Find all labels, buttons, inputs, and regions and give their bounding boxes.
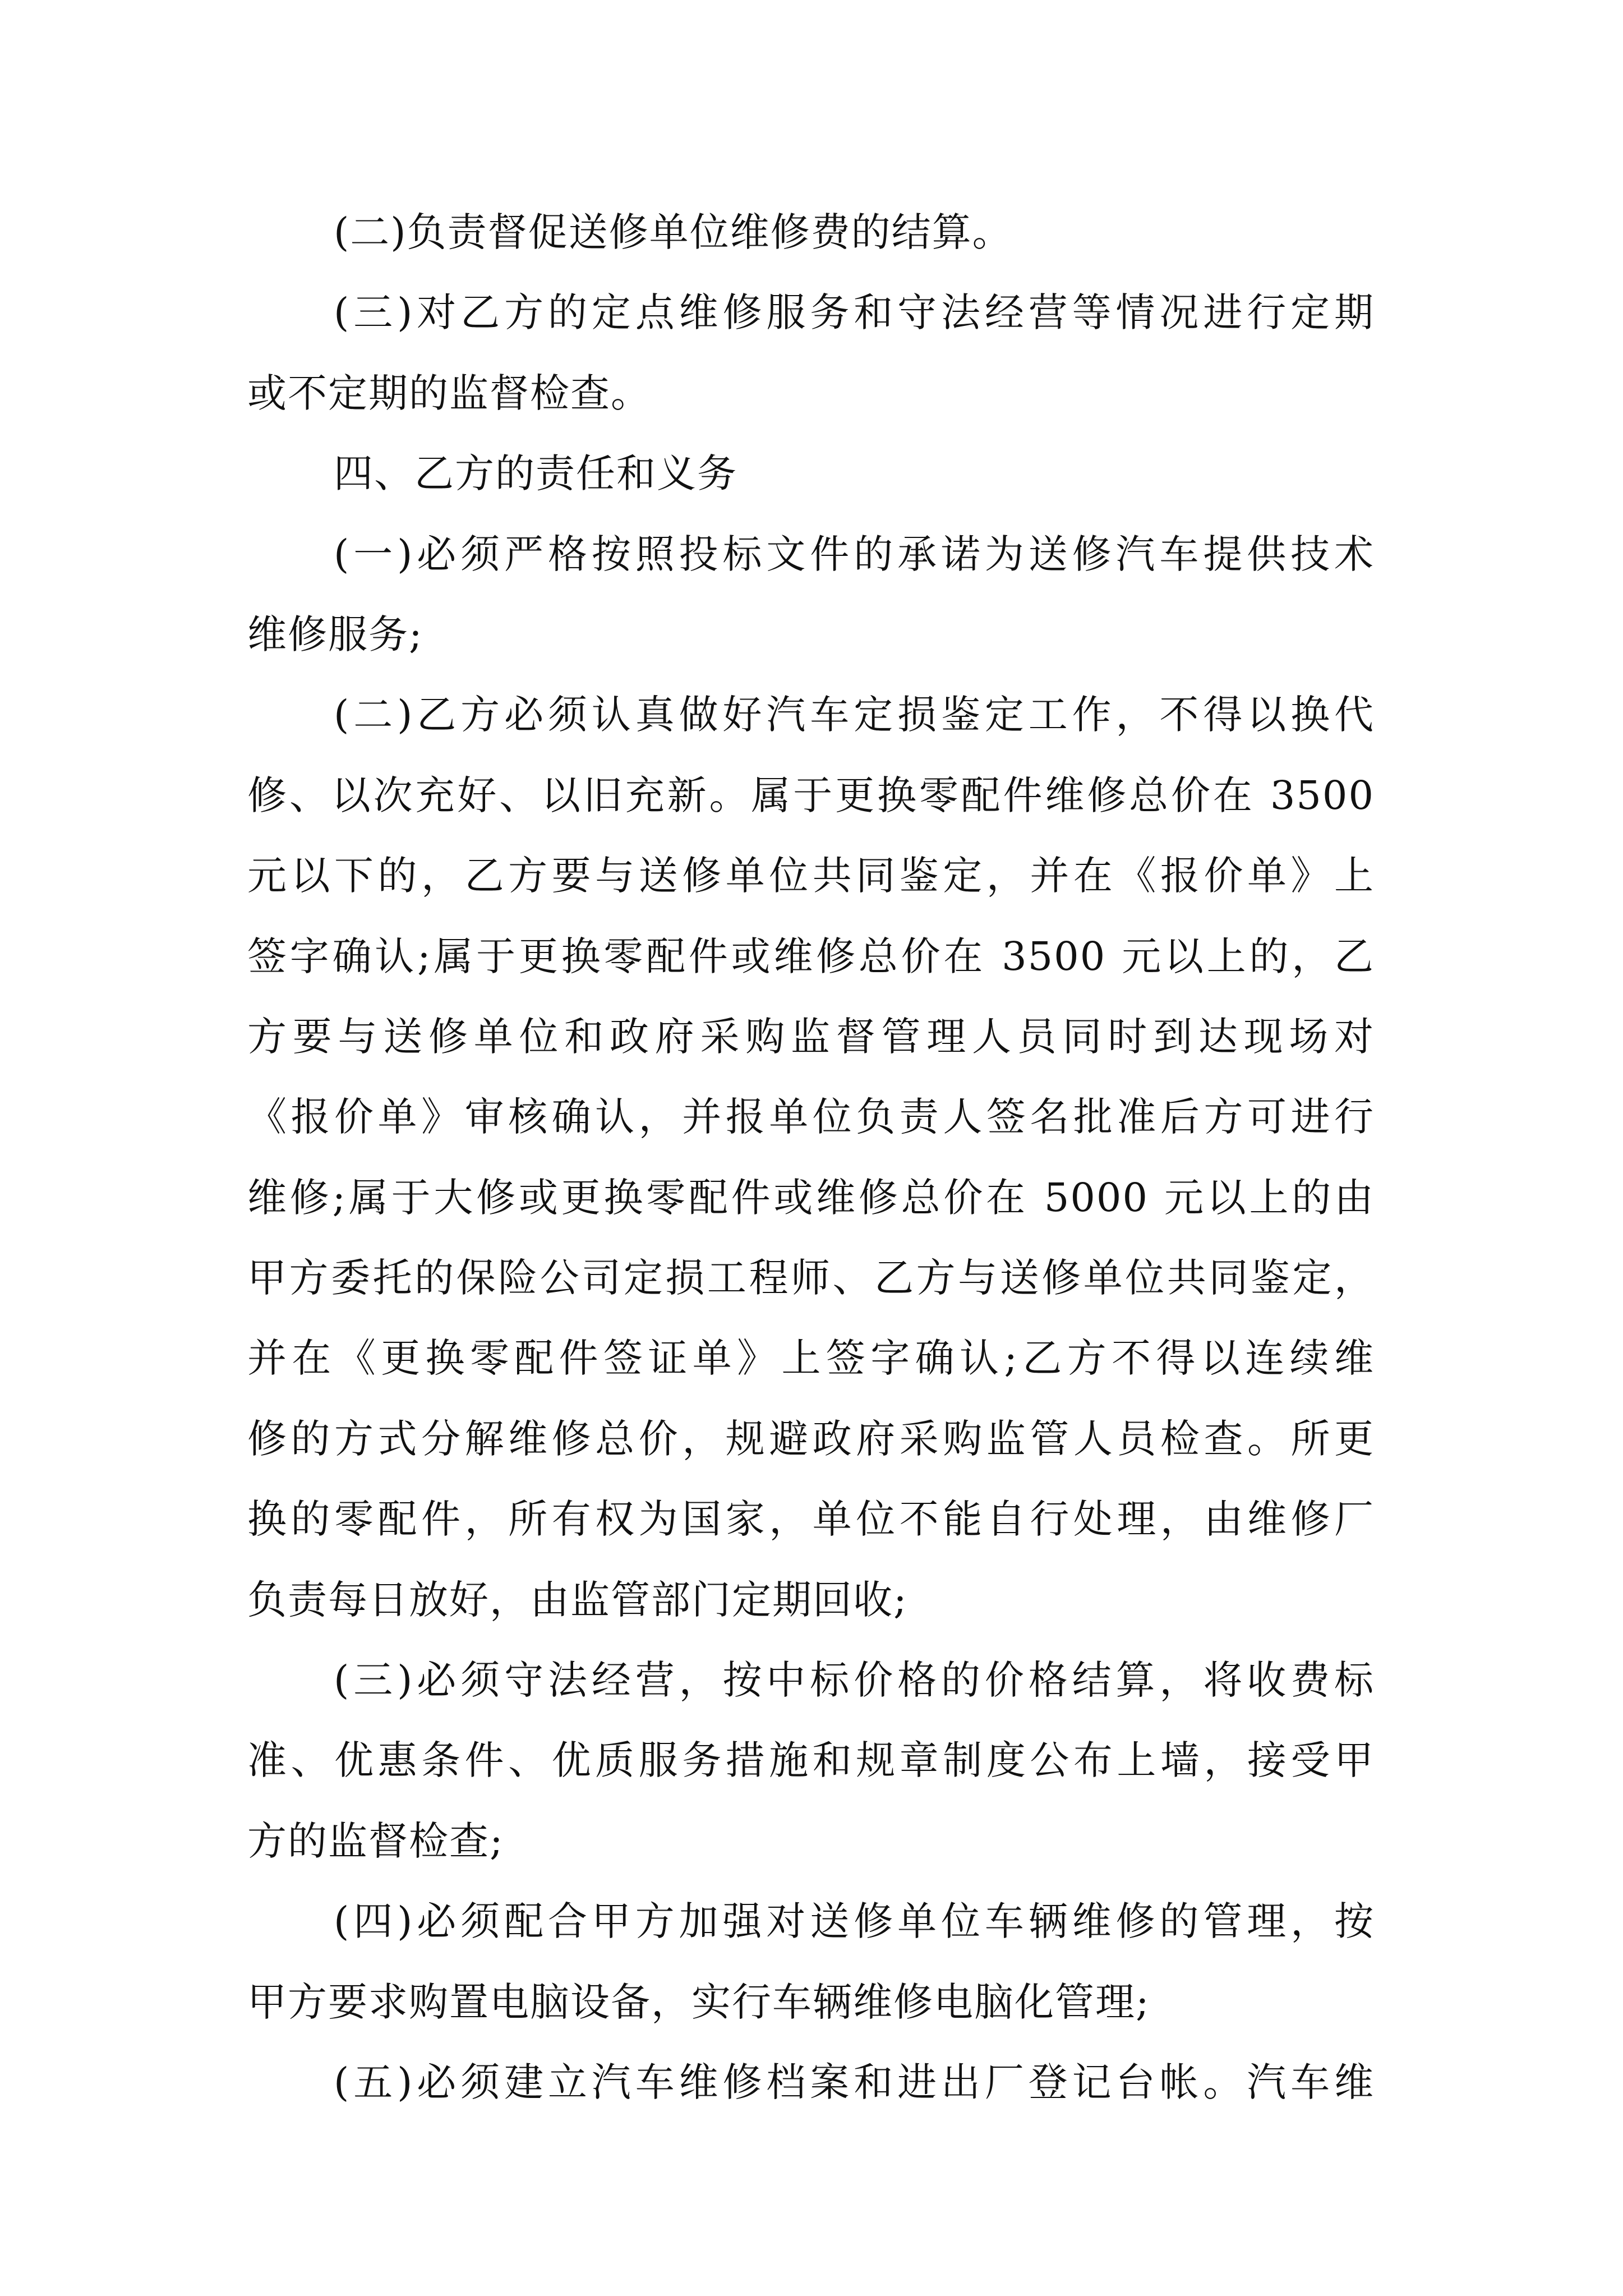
text-line: (二)负责督促送修单位维修费的结算。 [334,209,1013,255]
text-line: (一)必须严格按照投标文件的承诺为送修汽车提供技术 [334,531,1375,577]
text-line: 方要与送修单位和政府采购监督管理人员同时到达现场对 [247,1013,1375,1060]
text-line: 负责每日放好，由监管部门定期回收; [247,1576,908,1623]
document-body [247,192,1375,2123]
text-line: (三)必须守法经营，按中标价格的价格结算，将收费标 [334,1657,1375,1704]
text-line: 《报价单》审核确认，并报单位负责人签名批准后方可进行 [247,1094,1375,1140]
text-line: 甲方要求购置电脑设备，实行车辆维修电脑化管理; [247,1978,1150,2025]
text-line: 修的方式分解维修总价，规避政府采购监管人员检查。所更 [247,1415,1375,1462]
text-line: 准、优惠条件、优质服务措施和规章制度公布上墙，接受甲 [247,1737,1375,1784]
text-line: (五)必须建立汽车维修档案和进出厂登记台帐。汽车维 [334,2059,1375,2105]
section-heading: 四、乙方的责任和义务 [334,450,737,497]
text-line: 签字确认;属于更换零配件或维修总价在 3500 元以上的，乙 [247,933,1375,979]
text-line: 维修;属于大修或更换零配件或维修总价在 5000 元以上的由 [247,1174,1375,1221]
text-line: 或不定期的监督检查。 [247,370,651,416]
text-line: 修、以次充好、以旧充新。属于更换零配件维修总价在 3500 [247,772,1375,818]
text-line: (四)必须配合甲方加强对送修单位车辆维修的管理，按 [334,1898,1375,1945]
text-line: (二)乙方必须认真做好汽车定损鉴定工作，不得以换代 [334,692,1375,738]
text-line: (三)对乙方的定点维修服务和守法经营等情况进行定期 [334,289,1375,336]
text-line: 甲方委托的保险公司定损工程师、乙方与送修单位共同鉴定， [247,1255,1375,1301]
text-line: 并在《更换零配件签证单》上签字确认;乙方不得以连续维 [247,1335,1375,1382]
text-line: 维修服务; [247,611,423,657]
text-line: 方的监督检查; [247,1818,504,1864]
text-line: 换的零配件，所有权为国家，单位不能自行处理，由维修厂 [247,1496,1375,1543]
text-line: 元以下的，乙方要与送修单位共同鉴定，并在《报价单》上 [247,853,1375,899]
